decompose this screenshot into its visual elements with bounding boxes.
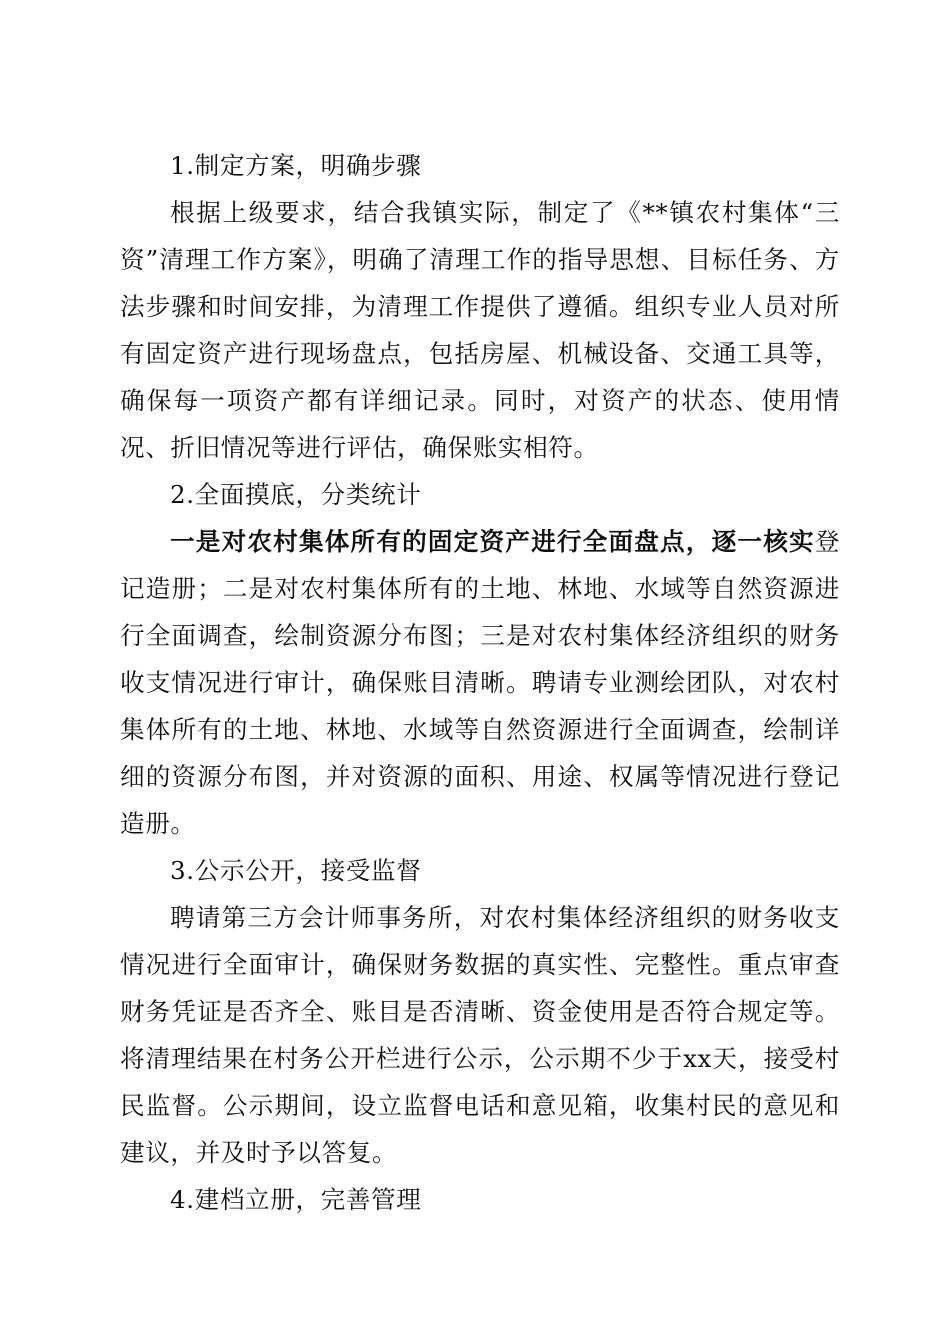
- section-2-heading: 2.全面摸底，分类统计: [170, 480, 422, 509]
- section-3-heading: 3.公示公开，接受监督: [170, 856, 422, 885]
- section-2-paragraph-lead: 一是对农村集体所有的固定资产进行全面盘点，逐一核实: [170, 527, 815, 556]
- section-3-paragraph: 聘请第三方会计师事务所，对农村集体经济组织的财务收支情况进行全面审计，确保财务数据的真实性、完整性。重点审查财务凭证是否齐全、账目是否清晰、资金使用是否符合规定等。将清理结果在村务公开栏进行公示，公示期不少于xx天，接受村民监督。公示期间，设立监督电话和意见箱，收集村民的意见和建议，并及时予以答复。: [120, 903, 840, 1167]
- section-2-paragraph-rest: 登记造册；二是对农村集体所有的土地、林地、水域等自然资源进行全面调查，绘制资源分布图；三是对农村集体经济组织的财务收支情况进行审计，确保账目清晰。聘请专业测绘团队，对农村集体所有的土地、林地、水域等自然资源进行全面调查，绘制详细的资源分布图，并对资源的面积、用途、权属等情况进行登记造册。: [120, 527, 840, 838]
- document-body: [120, 142, 840, 1223]
- section-1-paragraph: 根据上级要求，结合我镇实际，制定了《**镇农村集体“三资”清理工作方案》，明确了清理工作的指导思想、目标任务、方法步骤和时间安排，为清理工作提供了遵循。组织专业人员对所有固定资产进行现场盘点，包括房屋、机械设备、交通工具等，确保每一项资产都有详细记录。同时，对资产的状态、使用情况、折旧情况等进行评估，确保账实相符。: [120, 198, 840, 462]
- section-2-paragraph: [120, 518, 840, 847]
- section-1-heading: 1.制定方案，明确步骤: [170, 151, 422, 180]
- section-4-heading: 4.建档立册，完善管理: [170, 1185, 422, 1214]
